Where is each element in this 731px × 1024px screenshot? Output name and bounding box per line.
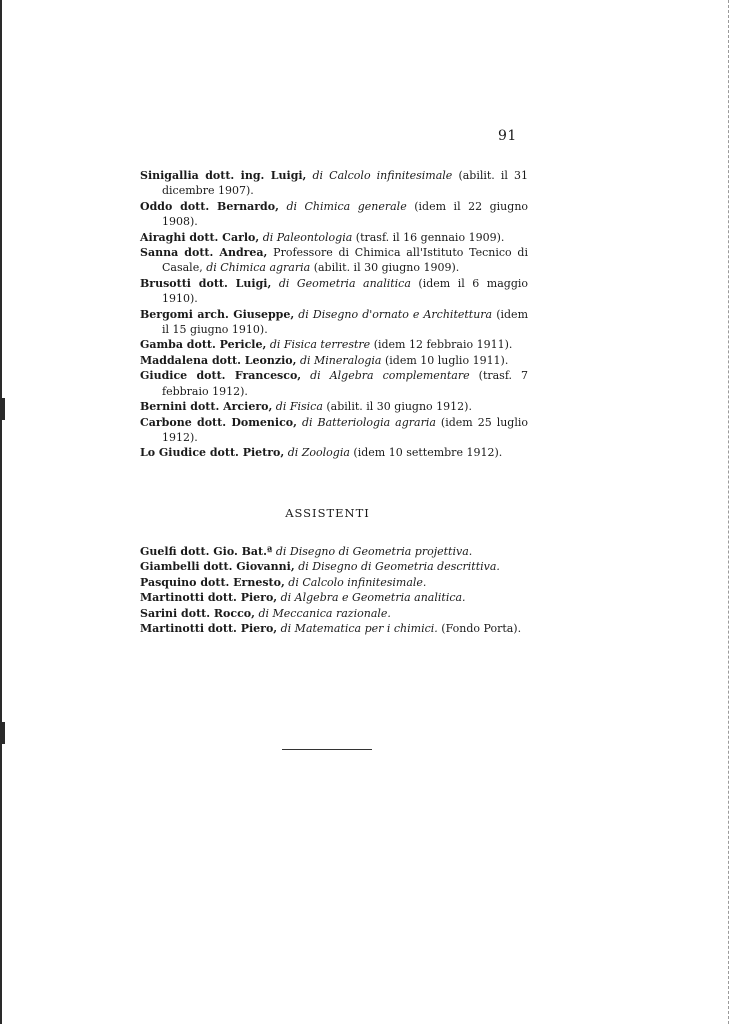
list-item: [140, 590, 528, 605]
note: (idem 10 luglio 1911).: [384, 353, 509, 367]
list-item: [140, 544, 528, 559]
note: (idem il 15 giugno 1910).: [162, 307, 528, 337]
left-edge-mark: [0, 722, 5, 744]
person-name: Pasquino dott. Ernesto,: [140, 575, 285, 589]
right-page-edge: [727, 0, 729, 1024]
subject: di Batteriologia agraria: [301, 415, 436, 429]
note: (Fondo Porta).: [441, 622, 522, 636]
page-number: 91: [498, 128, 517, 144]
person-name: Martinotti dott. Piero,: [140, 591, 278, 605]
list-item: [140, 445, 528, 460]
person-name: Bernini dott. Arciero,: [140, 400, 273, 414]
list-item: [140, 337, 528, 352]
subject: di Algebra e Geometria analitica.: [280, 591, 466, 605]
person-name: Lo Giudice dott. Pietro,: [140, 446, 285, 460]
person-name: Brusotti dott. Luigi,: [140, 276, 272, 290]
note: (abilit. il 30 giugno 1912).: [326, 400, 472, 414]
section-heading-assistenti: ASSISTENTI: [285, 506, 370, 520]
subject: di Zoologia: [287, 446, 350, 460]
subject: di Paleontologia: [262, 230, 353, 244]
person-name: Carbone dott. Domenico,: [140, 415, 297, 429]
list-item: [140, 245, 528, 276]
professors-list: [140, 168, 528, 461]
left-page-edge: [0, 0, 2, 1024]
list-item: [140, 399, 528, 414]
subject: di Matematica per i chimici.: [280, 622, 438, 636]
person-name: Airaghi dott. Carlo,: [140, 230, 260, 244]
subject: di Disegno di Geometria projettiva.: [275, 545, 473, 558]
end-separator-rule: [282, 749, 372, 750]
note: (idem 10 settembre 1912).: [353, 446, 503, 460]
subject: di Disegno d'ornato e Architettura: [298, 307, 493, 321]
subject: di Geometria analitica: [278, 276, 411, 290]
person-name: Maddalena dott. Leonzio,: [140, 353, 297, 367]
person-name: Guelfi dott. Gio. Bat.ª: [140, 545, 273, 558]
person-name: Martinotti dott. Piero,: [140, 622, 278, 636]
list-item: [140, 415, 528, 446]
list-item: [140, 307, 528, 338]
list-item: [140, 606, 528, 621]
subject: di Fisica terrestre: [269, 338, 371, 352]
list-item: [140, 230, 528, 245]
list-item: [140, 559, 528, 574]
list-item: [140, 621, 528, 636]
subject: di Disegno di Geometria descrittiva.: [298, 560, 500, 574]
subject: di Chimica agraria: [206, 261, 311, 275]
subject: di Meccanica razionale.: [258, 606, 391, 620]
person-name: Sarini dott. Rocco,: [140, 606, 255, 620]
person-name: Oddo dott. Bernardo,: [140, 199, 279, 213]
note: (idem il 6 maggio 1910).: [162, 276, 528, 306]
list-item: [140, 368, 528, 399]
note: (abilit. il 30 giugno 1909).: [313, 261, 460, 275]
list-item: [140, 353, 528, 368]
note: (trasf. 7 febbraio 1912).: [162, 369, 529, 398]
list-item: [140, 575, 528, 590]
subject: di Mineralogia: [299, 353, 382, 367]
list-item: [140, 199, 528, 230]
note: (idem 12 febbraio 1911).: [373, 338, 513, 352]
subject: di Fisica: [275, 400, 323, 414]
person-name: Giudice dott. Francesco,: [140, 369, 302, 383]
note: (abilit. il 31 dicembre 1907).: [162, 169, 529, 198]
person-name: Gamba dott. Pericle,: [140, 338, 267, 352]
list-item: [140, 276, 528, 307]
affiliation: Professore di Chimica all'Istituto Tecnico di Casale,: [162, 246, 528, 275]
subject: di Algebra complementare: [310, 369, 470, 383]
assistants-list: [140, 544, 528, 636]
list-item: [140, 168, 528, 199]
note: (idem il 22 giugno 1908).: [162, 199, 529, 229]
person-name: Giambelli dott. Giovanni,: [140, 560, 295, 574]
person-name: Sinigallia dott. ing. Luigi,: [140, 169, 307, 182]
left-edge-mark: [0, 398, 5, 420]
person-name: Sanna dott. Andrea,: [140, 246, 268, 260]
person-name: Bergomi arch. Giuseppe,: [140, 307, 295, 321]
note: (idem 25 luglio 1912).: [162, 415, 529, 444]
subject: di Calcolo infinitesimale: [312, 169, 453, 182]
note: (trasf. il 16 gennaio 1909).: [355, 230, 505, 244]
subject: di Calcolo infinitesimale.: [288, 575, 427, 589]
subject: di Chimica generale: [286, 199, 407, 213]
